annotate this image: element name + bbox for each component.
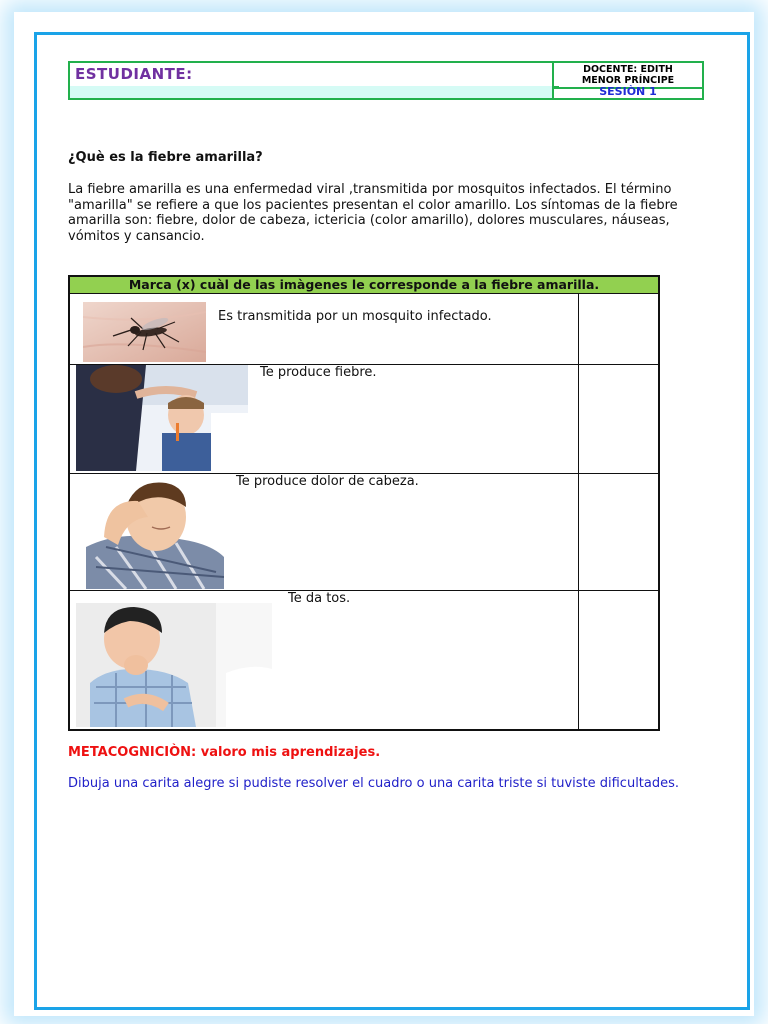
worksheet-page	[34, 32, 750, 1010]
answer-cell-fever[interactable]	[580, 366, 656, 472]
docente-line-2: MENOR PRÍNCIPE	[581, 75, 675, 86]
mosquito-photo	[83, 302, 206, 362]
symptoms-table	[68, 275, 660, 731]
boy-coughing-photo	[76, 603, 272, 727]
question-title: ¿Què es la fiebre amarilla?	[68, 150, 263, 165]
row-text-mosquito: Es transmitida por un mosquito infectado.	[218, 309, 492, 324]
answer-cell-mosquito[interactable]	[580, 295, 656, 363]
boy-headache-photo	[86, 477, 224, 589]
question-paragraph: La fiebre amarilla es una enfermedad viral ,transmitida por mosquitos infectados. El término "amarilla" se refiere a que los pacientes presentan el color amarillo. Los síntomas de la fiebre amarilla son: fiebre, dolor de cabeza, ictericia (color amarillo), dolores musculares, náuseas, vómitos y cansancio.	[68, 182, 678, 245]
answer-cell-headache[interactable]	[580, 475, 656, 589]
row-text-cough: Te da tos.	[288, 591, 351, 606]
metacognition-title: METACOGNICIÒN: valoro mis aprendizajes.	[68, 745, 381, 760]
session-label: SESIÒN 1	[552, 86, 704, 100]
answer-cell-cough[interactable]	[580, 592, 656, 728]
row-divider	[70, 590, 658, 591]
student-label: ESTUDIANTE:	[68, 61, 559, 88]
row-text-headache: Te produce dolor de cabeza.	[236, 474, 419, 489]
row-text-fever: Te produce fiebre.	[260, 365, 377, 380]
student-name-field[interactable]	[68, 86, 554, 100]
column-divider	[578, 294, 579, 729]
docente-line-1: DOCENTE: EDITH	[583, 64, 673, 75]
metacognition-instruction: Dibuja una carita alegre si pudiste resolver el cuadro o una carita triste si tuviste dificultades.	[68, 776, 680, 791]
table-header: Marca (x) cuàl de las imàgenes le corresponde a la fiebre amarilla.	[70, 277, 658, 294]
sick-child-fever-photo	[76, 365, 248, 471]
